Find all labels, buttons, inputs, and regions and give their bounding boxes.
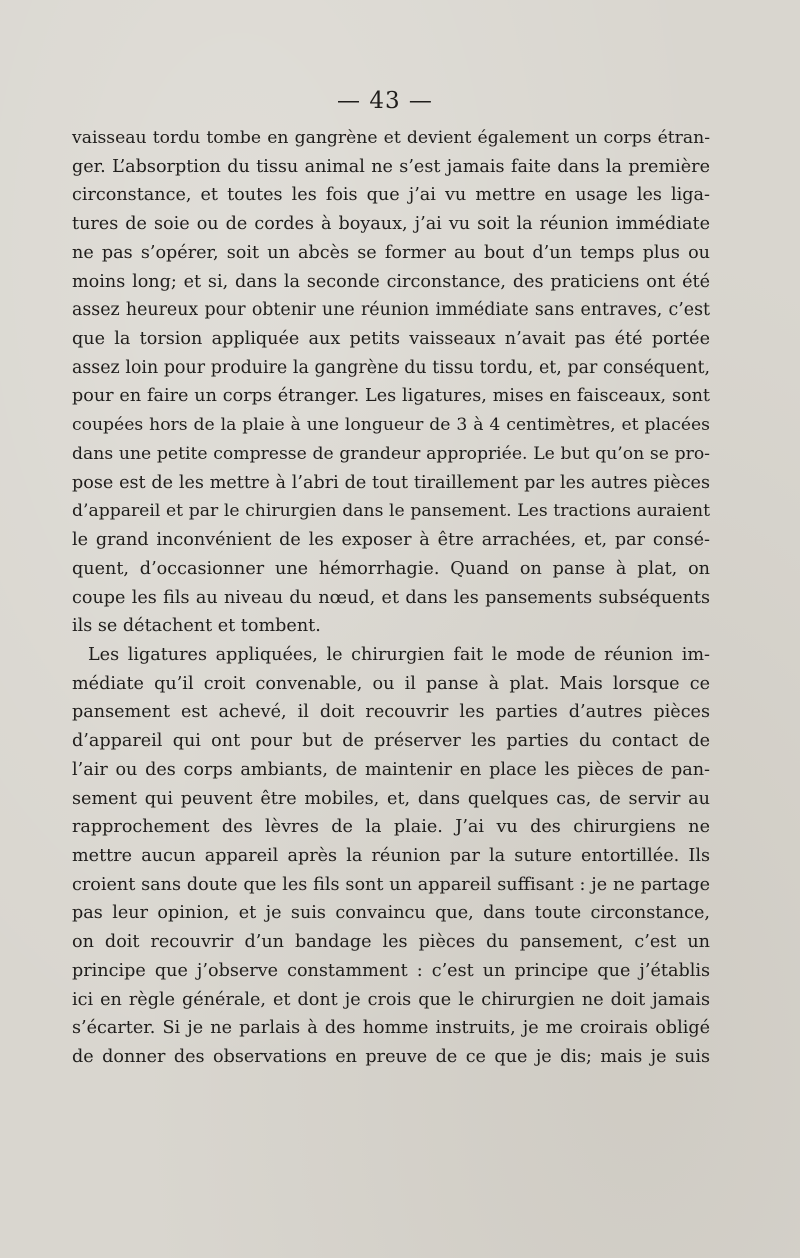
text-line: sement qui peuvent être mobiles, et, dans quelques cas, de servir au [72,788,710,809]
text-line: vaisseau tordu tombe en gangrène et devient également un corps étran- [72,128,710,148]
text-line: pansement est achevé, il doit recouvrir les parties d’autres pièces [72,702,710,723]
text-line: pas leur opinion, et je suis convaincu que, dans toute circonstance, [72,903,710,924]
text-line: croient sans doute que les fils sont un appareil suffisant : je ne partage [72,874,710,895]
text-line: assez heureux pour obtenir une réunion immédiate sans entraves, c’est [72,300,710,321]
text-line: on doit recouvrir d’un bandage les pièces du pansement, c’est un [72,932,710,953]
paragraph-2 [72,641,710,1072]
text-line: quent, d’occasionner une hémorrhagie. Quand on panse à plat, on [72,558,710,579]
text-line: ne pas s’opérer, soit un abcès se former au bout d’un temps plus ou [72,242,710,263]
text-line: pour en faire un corps étranger. Les ligatures, mises en faisceaux, sont [72,386,710,407]
text-line: d’appareil et par le chirurgien dans le pansement. Les tractions auraient [72,501,710,522]
text-line: assez loin pour produire la gangrène du tissu tordu, et, par conséquent, [72,357,710,378]
text-line: pose est de les mettre à l’abri de tout tiraillement par les autres pièces [72,472,710,493]
text-line: Les ligatures appliquées, le chirurgien fait le mode de réunion im- [88,644,710,665]
text-line: l’air ou des corps ambiants, de maintenir en place les pièces de pan- [72,759,710,780]
text-line: principe que j’observe constamment : c’est un principe que j’établis [72,960,710,981]
text-line: rapprochement des lèvres de la plaie. J’ai vu des chirurgiens ne [72,817,710,838]
text-line: que la torsion appliquée aux petits vaisseaux n’avait pas été portée [72,329,710,350]
paragraph-1 [72,124,710,641]
text-line: le grand inconvénient de les exposer à être arrachées, et, par consé- [72,530,710,551]
page-number: — 43 — [337,88,433,114]
text-line: ici en règle générale, et dont je crois que le chirurgien ne doit jamais [72,989,710,1010]
text-line: circonstance, et toutes les fois que j’ai vu mettre en usage les liga- [72,185,710,206]
text-line: dans une petite compresse de grandeur appropriée. Le but qu’on se pro- [72,443,710,464]
body-text [72,124,710,1072]
text-line: mettre aucun appareil après la réunion par la suture entortillée. Ils [72,845,710,866]
text-line: ils se détachent et tombent. [72,616,321,637]
text-line: d’appareil qui ont pour but de préserver les parties du contact de [72,731,710,752]
text-line: ger. L’absorption du tissu animal ne s’est jamais faite dans la première [72,156,710,177]
text-line: de donner des observations en preuve de ce que je dis; mais je suis [72,1047,710,1067]
text-line: médiate qu’il croit convenable, ou il panse à plat. Mais lorsque ce [72,673,710,694]
text-line: moins long; et si, dans la seconde circonstance, des praticiens ont été [72,271,710,292]
text-line: s’écarter. Si je ne parlais à des homme instruits, je me croirais obligé [72,1018,710,1039]
text-line: tures de soie ou de cordes à boyaux, j’ai vu soit la réunion immédiate [72,214,710,235]
text-line: coupées hors de la plaie à une longueur de 3 à 4 centimètres, et placées [72,415,710,436]
text-line: coupe les fils au niveau du nœud, et dans les pansements subséquents [72,587,710,608]
